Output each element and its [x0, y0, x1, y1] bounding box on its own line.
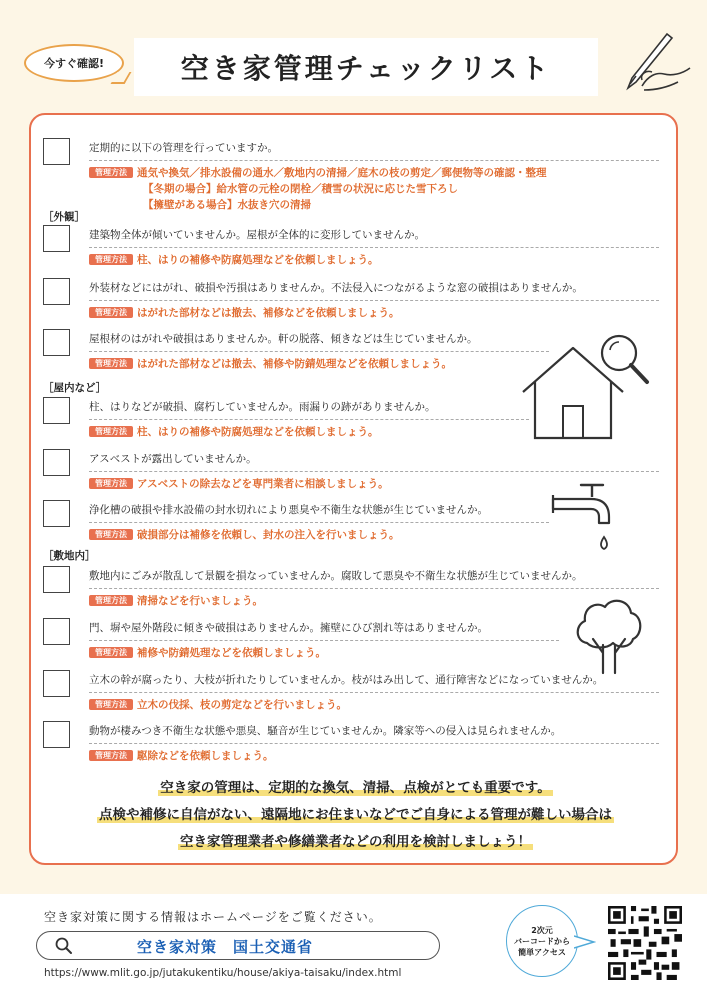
- badge: [24, 44, 124, 82]
- house-icon: [519, 320, 659, 440]
- question-text: 定期的に以下の管理を行っていますか。: [89, 142, 278, 154]
- checkbox[interactable]: [43, 278, 70, 305]
- search-keyword: 空き家対策 国土交通省: [137, 938, 314, 956]
- divider: [89, 522, 549, 523]
- answer-text: 立木の伐採、枝の剪定などを行いましょう。: [137, 699, 347, 711]
- closing-message: [31, 775, 680, 856]
- method-tag: 管理方法: [89, 478, 133, 489]
- badge-text: 今すぐ確認!: [43, 57, 105, 70]
- divider: [89, 692, 659, 693]
- question-text: 建築物全体が傾いていませんか。屋根が全体的に変形していませんか。: [89, 229, 425, 241]
- method-tag: 管理方法: [89, 358, 133, 369]
- divider: [89, 419, 529, 420]
- answer-text: 柱、はりの補修や防腐処理などを依頼しましょう。: [137, 426, 379, 438]
- footer-url[interactable]: https://www.mlit.go.jp/jutakukentiku/house/akiya-taisaku/index.html: [44, 967, 402, 979]
- answer: [89, 252, 379, 268]
- method-tag: 管理方法: [89, 254, 133, 265]
- message-line-2: 点検や補修に自信がない、遠隔地にお住まいなどでご自身による管理が難しい場合は: [99, 807, 612, 823]
- page-title: [134, 38, 598, 96]
- checkbox[interactable]: [43, 670, 70, 697]
- answer-text: 通気や換気／排水設備の通水／敷地内の清掃／庭木の枝の剪定／郵便物等の確認・整理: [137, 167, 547, 179]
- method-tag: 管理方法: [89, 167, 133, 178]
- faucet-icon: [551, 481, 621, 557]
- answer: [89, 165, 547, 213]
- divider: [89, 300, 659, 301]
- footer: [0, 894, 707, 1000]
- answer-text: 【擁壁がある場合】水抜き穴の清掃: [143, 199, 311, 211]
- page-title-text: 空き家管理チェックリスト: [180, 52, 552, 85]
- method-tag: 管理方法: [89, 529, 133, 540]
- divider: [89, 471, 659, 472]
- tree-icon: [573, 595, 645, 675]
- method-tag: 管理方法: [89, 595, 133, 606]
- search-icon: [55, 937, 73, 955]
- question-text: 外装材などにはがれ、破損や汚損はありませんか。不法侵入につながるような窓の破損はありませんか。: [89, 282, 583, 294]
- answer-text: 破損部分は補修を依頼し、封水の注入を行いましょう。: [137, 529, 400, 541]
- answer-text: アスベストの除去などを専門業者に相談しましょう。: [137, 478, 389, 490]
- question-text: 立木の幹が腐ったり、大枝が折れたりしていませんか。枝がはみ出して、通行障害などになっていませんか。: [89, 674, 604, 686]
- method-tag: 管理方法: [89, 647, 133, 658]
- method-tag: 管理方法: [89, 307, 133, 318]
- question-text: 敷地内にごみが散乱して景観を損なっていませんか。腐敗して悪臭や不衛生な状態が生じていませんか。: [89, 570, 583, 582]
- answer: [89, 748, 274, 764]
- checkbox[interactable]: [43, 500, 70, 527]
- footer-info: 空き家対策に関する情報はホームページをご覧ください。: [44, 910, 382, 924]
- answer: [89, 697, 347, 713]
- answer: [89, 305, 400, 321]
- search-box[interactable]: [36, 931, 440, 960]
- checkbox[interactable]: [43, 449, 70, 476]
- checkbox[interactable]: [43, 138, 70, 165]
- qr-code-icon[interactable]: [608, 906, 682, 980]
- checkbox[interactable]: [43, 618, 70, 645]
- qr-bubble: 2次元 バーコードから 簡単アクセス: [506, 905, 578, 977]
- answer-text: はがれた部材などは撤去、補修や防錆処理などを依頼しましょう。: [137, 358, 452, 370]
- checkbox[interactable]: [43, 397, 70, 424]
- checkbox[interactable]: [43, 225, 70, 252]
- answer-text: 【冬期の場合】給水管の元栓の閉栓／積雪の状況に応じた雪下ろし: [143, 183, 458, 195]
- checkbox[interactable]: [43, 566, 70, 593]
- question-text: 門、塀や屋外階段に傾きや破損はありませんか。擁壁にひび割れ等はありませんか。: [89, 622, 488, 634]
- answer-text: 柱、はりの補修や防腐処理などを依頼しましょう。: [137, 254, 379, 266]
- section-interior: ［屋内など］: [43, 382, 107, 394]
- checkbox[interactable]: [43, 329, 70, 356]
- answer-text: 補修や防錆処理などを依頼しましょう。: [137, 647, 326, 659]
- method-tag: 管理方法: [89, 426, 133, 437]
- checklist-card: [29, 113, 678, 865]
- answer-text: 清掃などを行いましょう。: [137, 595, 263, 607]
- pen-hand-icon: [612, 28, 692, 98]
- question-text: 柱、はりなどが破損、腐朽していませんか。雨漏りの跡がありませんか。: [89, 401, 436, 413]
- bubble-pointer: [574, 934, 596, 950]
- divider: [89, 160, 659, 161]
- message-line-1: 空き家の管理は、定期的な換気、清掃、点検がとても重要です。: [160, 780, 551, 796]
- question-text: 浄化槽の破損や排水設備の封水切れにより悪臭や不衛生な状態が生じていませんか。: [89, 504, 488, 516]
- method-tag: 管理方法: [89, 750, 133, 761]
- answer: [89, 645, 326, 661]
- divider: [89, 351, 549, 352]
- divider: [89, 640, 559, 641]
- divider: [89, 588, 659, 589]
- answer: [89, 476, 389, 492]
- answer-text: はがれた部材などは撤去、補修などを依頼しましょう。: [137, 307, 400, 319]
- method-tag: 管理方法: [89, 699, 133, 710]
- answer: [89, 527, 400, 543]
- answer-text: 駆除などを依頼しましょう。: [137, 750, 274, 762]
- question-text: 動物が棲みつき不衛生な状態や悪臭、騒音が生じていませんか。隣家等への侵入は見られませんか。: [89, 725, 562, 737]
- divider: [89, 247, 659, 248]
- section-exterior: ［外観］: [43, 211, 85, 223]
- divider: [89, 743, 659, 744]
- answer: [89, 356, 452, 372]
- question-text: アスベストが露出していませんか。: [89, 453, 257, 465]
- section-site: ［敷地内］: [43, 550, 96, 562]
- answer: [89, 593, 263, 609]
- checkbox[interactable]: [43, 721, 70, 748]
- question-text: 屋根材のはがれや破損はありませんか。軒の脱落、傾きなどは生じていませんか。: [89, 333, 478, 345]
- answer: [89, 424, 379, 440]
- message-line-3: 空き家管理業者や修繕業者などの利用を検討しましょう！: [180, 834, 531, 850]
